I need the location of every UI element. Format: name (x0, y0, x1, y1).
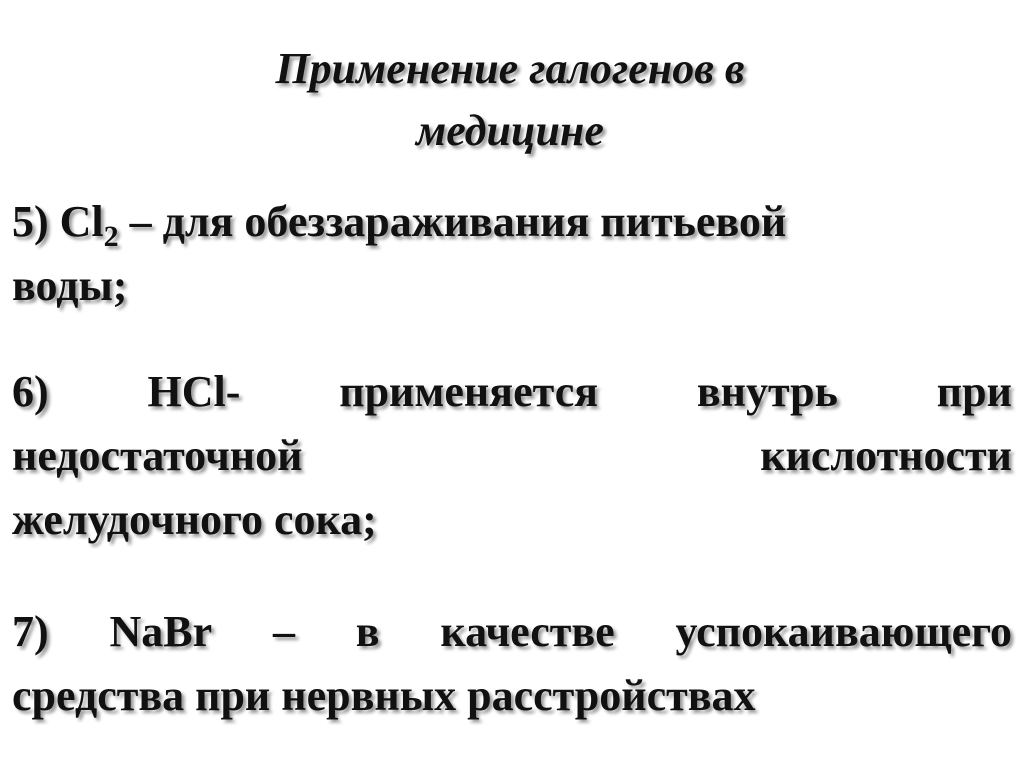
item-7-word: 7) (12, 607, 49, 656)
item-5-subscript: 2 (103, 220, 119, 253)
slide-title (100, 38, 920, 162)
title-line-2: медицине (416, 106, 604, 155)
item-7-line-1 (12, 600, 1012, 664)
item-7-word: успокаивающего (675, 607, 1012, 656)
item-6-word: при (936, 367, 1012, 416)
item-5-line-1 (12, 190, 1012, 254)
item-5-line-2: воды; (12, 261, 128, 310)
item-5-line-1-rest: – для обеззараживания питьевой (118, 197, 787, 246)
item-7-word: в (355, 607, 380, 656)
item-6-word: HCl- (147, 367, 241, 416)
item-6-word: недостаточной (12, 431, 303, 480)
list-item-5 (12, 190, 1012, 318)
item-6-word: внутрь (696, 367, 838, 416)
title-line-1: Применение галогенов в (275, 44, 745, 93)
item-7-word: – (272, 607, 295, 656)
list-item-6 (12, 360, 1012, 552)
item-6-word: 6) (12, 367, 49, 416)
item-6-word: кислотности (760, 431, 1012, 480)
item-7-word: NaBr (109, 607, 213, 656)
item-6-line-3: желудочного сока; (12, 495, 377, 544)
item-6-line-1 (12, 360, 1012, 424)
list-item-7 (12, 600, 1012, 728)
item-6-word: применяется (339, 367, 599, 416)
item-6-line-2 (12, 424, 1012, 488)
item-7-word: качестве (440, 607, 615, 656)
item-7-line-2: средства при нервных расстройствах (12, 671, 756, 720)
item-5-prefix: 5) Cl (12, 197, 104, 246)
